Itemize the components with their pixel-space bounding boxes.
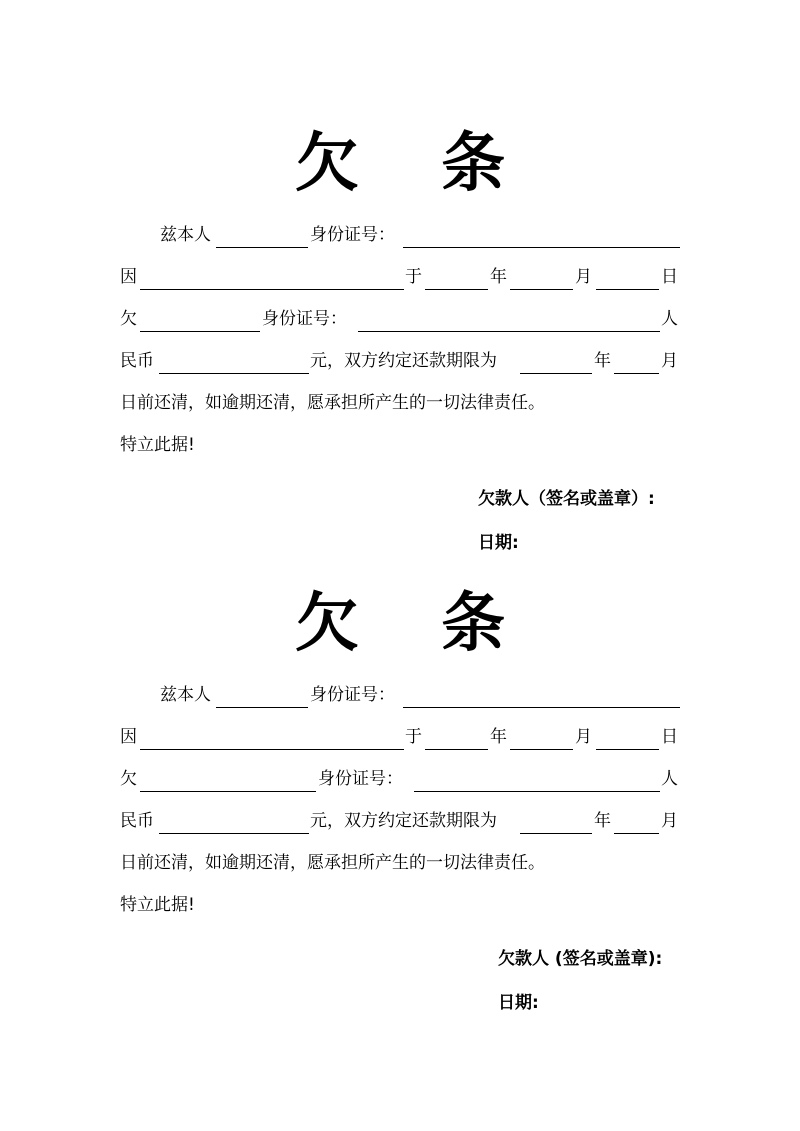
line-amount: [120, 340, 680, 382]
line-amount: [120, 800, 680, 842]
blank-creditor-id[interactable]: [358, 310, 660, 332]
debtor-signature-label: 欠款人（签名或盖章）:: [478, 489, 655, 509]
label-repay-term: 元，双方约定还款期限为: [310, 811, 497, 831]
label-term-month: 月: [661, 811, 678, 831]
label-rmb: 民币: [120, 351, 154, 371]
label-on: 于: [405, 267, 422, 287]
blank-month[interactable]: [510, 268, 573, 290]
label-rmb: 民币: [120, 811, 154, 831]
blank-term-month[interactable]: [614, 352, 659, 374]
label-i-am: 兹本人: [160, 225, 211, 245]
iou-form-1: [120, 118, 680, 553]
label-year: 年: [490, 727, 507, 747]
iou-title: 欠 条: [294, 127, 536, 201]
label-month: 月: [575, 727, 592, 747]
label-term-year: 年: [594, 811, 611, 831]
label-ren: 人: [661, 769, 678, 789]
blank-creditor[interactable]: [140, 770, 316, 792]
label-owe: 欠: [120, 309, 137, 329]
line-hereby: 特立此据!: [120, 895, 195, 915]
label-id-number: 身份证号：: [310, 225, 395, 245]
blank-creditor-id[interactable]: [414, 770, 660, 792]
blank-id-number[interactable]: [403, 686, 680, 708]
label-year: 年: [490, 267, 507, 287]
iou-form-2: [120, 578, 680, 1013]
line-identity: [120, 214, 680, 256]
blank-year[interactable]: [425, 268, 488, 290]
blank-year[interactable]: [425, 728, 488, 750]
label-creditor-id: 身份证号：: [318, 769, 403, 789]
label-because: 因: [120, 267, 137, 287]
blank-day[interactable]: [596, 728, 659, 750]
label-month: 月: [575, 267, 592, 287]
line-reason-date: [120, 256, 680, 298]
blank-reason[interactable]: [140, 728, 404, 750]
label-on: 于: [405, 727, 422, 747]
line-liability: 日前还清，如逾期还清，愿承担所产生的一切法律责任。: [120, 853, 545, 873]
line-creditor: [120, 758, 680, 800]
blank-term-year[interactable]: [520, 352, 592, 374]
line-creditor: [120, 298, 680, 340]
label-repay-term: 元，双方约定还款期限为: [310, 351, 497, 371]
line-identity: [120, 674, 680, 716]
iou-title: 欠 条: [294, 587, 536, 661]
blank-name[interactable]: [216, 226, 308, 248]
label-day: 日: [661, 727, 678, 747]
label-creditor-id: 身份证号：: [262, 309, 347, 329]
date-label: 日期:: [478, 533, 519, 553]
label-id-number: 身份证号：: [310, 685, 395, 705]
label-owe: 欠: [120, 769, 137, 789]
label-ren: 人: [661, 309, 678, 329]
blank-term-year[interactable]: [520, 812, 592, 834]
blank-amount[interactable]: [159, 812, 309, 834]
blank-term-month[interactable]: [614, 812, 659, 834]
line-hereby: 特立此据!: [120, 435, 195, 455]
date-label: 日期:: [498, 993, 539, 1013]
label-i-am: 兹本人: [160, 685, 211, 705]
blank-creditor[interactable]: [140, 310, 260, 332]
label-day: 日: [661, 267, 678, 287]
label-because: 因: [120, 727, 137, 747]
label-term-month: 月: [661, 351, 678, 371]
blank-month[interactable]: [510, 728, 573, 750]
label-term-year: 年: [594, 351, 611, 371]
blank-day[interactable]: [596, 268, 659, 290]
blank-amount[interactable]: [159, 352, 309, 374]
line-liability: 日前还清，如逾期还清，愿承担所产生的一切法律责任。: [120, 393, 545, 413]
blank-id-number[interactable]: [403, 226, 680, 248]
line-reason-date: [120, 716, 680, 758]
debtor-signature-label: 欠款人 (签名或盖章):: [498, 949, 663, 969]
blank-reason[interactable]: [140, 268, 404, 290]
blank-name[interactable]: [216, 686, 308, 708]
